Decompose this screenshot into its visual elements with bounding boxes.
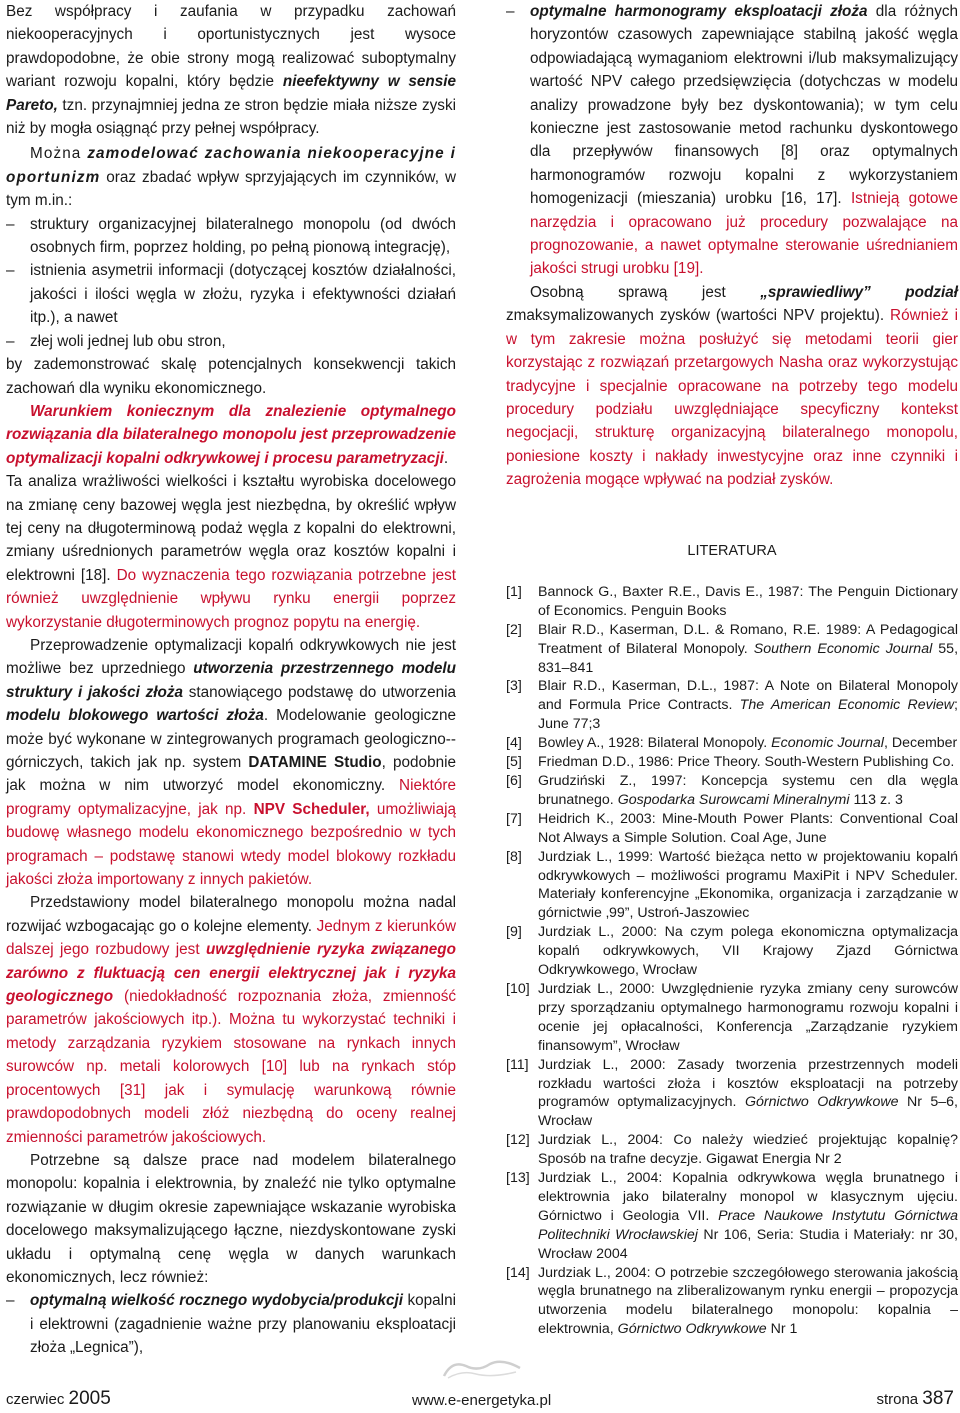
list-item: – istnienia asymetrii informacji (dotyczącej kosztów działalności, jakości i ilości węgla w złożu, ryzyka i efektywności działań itp.), a nawet: [6, 259, 456, 329]
paragraph: Przeprowadzenie optymalizacji kopalń odkrywkowych nie jest możliwe bez uprzedniego utworzenia przestrzennego modelu struktury i jakości złoża stanowiącego podstawę do utworzenia modelu blokowego wartości złoża. Modelowanie geologiczne może być wykonane w zintegrowanych programach geologiczno--górniczych, takich jak np. system DATAMINE Studio, podobnie jak można w nim utworzyć model ekonomiczny. Niektóre programy optymalizacyjne, jak np. NPV Scheduler, umożliwiają budowę własnego modelu ekonomicznego bezpośrednio w tych programach – podstawę stanowi wtedy model blokowy rozkładu jakości złoża importowany z innych pakietów.: [6, 636, 456, 889]
reference-text: Friedman D.D., 1986: Price Theory. South-Western Publishing Co.: [538, 754, 955, 771]
reference-item: [506, 734, 958, 753]
reference-list: [506, 583, 958, 1339]
page-number: strona 387: [876, 1388, 954, 1409]
reference-text: Bannock G., Baxter R.E., Davis E., 1987: The Penguin Dictionary of Economics. Penguin Books: [538, 583, 958, 619]
paragraph: by zademonstrować skalę potencjalnych konsekwencji takich zachowań dla wyniku ekonomicznego.: [6, 356, 456, 397]
left-column: [6, 0, 456, 1360]
reference-number: [4]: [506, 735, 522, 752]
reference-text: Grudziński Z., 1997: Koncepcja systemu cen dla węgla brunatnego. Gospodarka Surowcami Mineralnymi 113 z. 3: [538, 773, 958, 808]
list-item: – optymalne harmonogramy eksploatacji złoża dla różnych horyzontów czasowych zapewniające stabilną jakość węgla odpowiadającą wymaganiom elektrowni i/lub maksymalizujący wartość NPV całego przedsięwzięcia (dotychczas w modelu analizy prowadzone były bez dyskontowania); w tym celu konieczne jest zastosowanie metod rachunku dyskontowego dla przepływów finansowych [8] oraz optymalnych harmonogramów rozwoju kopalni z wykorzystaniem homogenizacji (mieszania) urobku [16, 17]. Istnieją gotowe narzędzia i opracowano już procedury pozwalające na prognozowanie, a nawet optymalne sterowanie uśrednianiem jakości strugi urobku [19].: [506, 0, 958, 281]
paragraph: Osobną sprawą jest „sprawiedliwy” podział zmaksymalizowanych zysków (wartości NPV projektu). Również i w tym zakresie można posłużyć się metodami teorii gier korzystając z rozwiązań przetargowych Nasha oraz wykorzystując tradycyjne i specjalnie opracowane na potrzeby tego modelu procedury podziału uwzględniające specyficzny kontekst negocjacji, strukturę organizacyjną bilateralnego monopolu, poniesione koszty i nakłady inwestycyjne oraz inne czynniki i zagrożenia mogące wpływać na podział zysków.: [506, 283, 959, 489]
reference-item: [506, 848, 958, 924]
reference-item: [506, 980, 958, 1056]
reference-number: [11]: [506, 1056, 529, 1073]
references-heading: LITERATURA: [687, 542, 777, 559]
reference-number: [5]: [506, 754, 522, 771]
reference-item: [506, 621, 958, 678]
right-column: [506, 0, 958, 1339]
reference-item: [506, 677, 958, 734]
energetyka-logo-icon: [442, 1358, 522, 1380]
reference-number: [10]: [506, 980, 530, 997]
reference-number: [3]: [506, 678, 522, 695]
reference-text: Jurdziak L., 2000: Na czym polega ekonomiczna optymalizacja kopalń odkrywkowych, VII Krajowy Zjazd Górnictwa Odkrywkowego, Wrocław: [538, 924, 958, 979]
reference-number: [8]: [506, 848, 522, 865]
website-link[interactable]: www.e-energetyka.pl: [412, 1392, 552, 1409]
issue-date: czerwiec 2005: [6, 1388, 111, 1409]
reference-item: [506, 810, 958, 848]
reference-item: [506, 772, 958, 810]
reference-text: Bowley A., 1928: Bilateral Monopoly. Economic Journal, December: [538, 735, 958, 752]
reference-text: Jurdziak L., 2004: O potrzebie szczegółowego sterowania jakością węgla brunatnego na zliberalizowanym rynku energii – propozycja utworzenia modelu bilateralnego monopolu: kopalnia – elektrownia, Górnictwo Odkrywkowe Nr 1: [538, 1264, 958, 1338]
reference-text: Blair R.D., Kaserman, D.L., 1987: A Note on Bilateral Monopoly and Formula Price Contracts. The American Economic Review; June 77;3: [538, 678, 958, 733]
reference-number: [13]: [506, 1170, 530, 1187]
reference-number: [14]: [506, 1264, 530, 1281]
reference-number: [2]: [506, 621, 522, 638]
reference-text: Jurdziak L., 1999: Wartość bieżąca netto w projektowaniu kopalń odkrywkowych – możliwości programu MaxiPit i NPV Scheduler. Materiały konferencyjne „Ekonomika, organizacja i zarządzanie w górnictwie ‚99”, Ustroń-Jaszowiec: [538, 848, 958, 922]
paragraph: Warunkiem koniecznym dla znalezienie optymalnego rozwiązania dla bilateralnego monopolu jest przeprowadzenie optymalizacji kopalni odkrywkowej i procesu parametryzacji.: [6, 402, 456, 467]
reference-text: Jurdziak L., 2000: Zasady tworzenia przestrzennych modeli rozkładu wartości złoża i kosztów eksploatacji na potrzeby programów optymalizacyjnych. Górnictwo Odkrywkowe Nr 5–6, Wrocław: [538, 1056, 958, 1130]
reference-number: [9]: [506, 924, 522, 941]
reference-text: Blair R.D., Kaserman, D.L. & Romano, R.E. 1989: A Pedagogical Treatment of Bilateral Monopoly. Southern Economic Journal 55, 831–841: [538, 621, 959, 676]
list-item: – złej woli jednej lub obu stron,: [6, 330, 456, 353]
reference-item: [506, 1056, 958, 1132]
reference-text: Jurdziak L., 2004: Co należy wiedzieć projektując kopalnię? Sposób na trafne decyzje. Gigawat Energia Nr 2: [538, 1132, 958, 1168]
reference-number: [1]: [506, 583, 522, 600]
reference-text: Jurdziak L., 2000: Uwzględnienie ryzyka zmiany ceny surowców przy sporządzaniu optymalnego harmonogramu rozwoju kopalni i ocenie jej opłacalności, Konferencja „Zarządzanie ryzykiem finansowym”, Wrocław: [538, 980, 958, 1054]
paragraph: Bez współpracy i zaufania w przypadku zachowań niekooperacyjnych i oportunistycznych jest wysoce prawdopodobne, że obie strony mogą realizować suboptymalny wariant rozwoju kopalni, który będzie nieefektywny w sensie Pareto, tzn. przynajmniej jedna ze stron będzie miała niższe zyski niż by mogła osiągnąć przy pełnej współpracy.: [6, 3, 456, 138]
reference-text: Jurdziak L., 2004: Kopalnia odkrywkowa węgla brunatnego i elektrownia jako bilateralny monopol w klasycznym ujęciu. Górnictwo i Geologia VII. Prace Naukowe Instytutu Górnictwa Politechniki Wrocławskiej Nr 106, Seria: Studia i Materiały: nr 30, Wrocław 2004: [538, 1170, 958, 1262]
list-item: – struktury organizacyjnej bilateralnego monopolu (od dwóch osobnych firm, poprzez holding, po pełną pionową integrację),: [6, 213, 456, 260]
paragraph: Przedstawiony model bilateralnego monopolu można nadal rozwijać wzbogacając go o kolejne elementy. Jednym z kierunków dalszej jego rozbudowy jest uwzględnienie ryzyka związanego zarówno z fluktuacją cen energii elektrycznej jak i ryzyka geologicznego (niedokładność rozpoznania złoża, zmienność parametrów jakościowych itp.). Można tu wykorzystać techniki i metody zarządzania ryzykiem stosowane na rynkach innych surowców np. metali kolorowych [10] lub na rynkach stóp procentowych [31] jak i symulację warunkową równie prawdopodobnych modeli złóż niezbędną do oceny realnej zmienności parametrów jakościowych.: [6, 894, 456, 1146]
paragraph: Potrzebne są dalsze prace nad modelem bilateralnego monopolu: kopalnia i elektrownia, by znaleźć nie tylko optymalne rozwiązanie w długim okresie zapewniające wskazanie wyrobiska docelowego maksymalizującego łączne, niezdyskontowane zyski układu i optymalną cenę węgla w danych warunkach ekonomicznych, lecz również:: [6, 1151, 456, 1286]
page-footer: [0, 1384, 960, 1413]
paragraph: Ta analiza wrażliwości wielkości i kształtu wyrobiska docelowego na zmianę ceny bazowej węgla jest niezbędna, by określić wpływ tej ceny na długoterminową podaż węgla z kopalni do elektrowni, zmiany uśrednionych parametrów węgla oraz kosztów kopalni i elektrowni [18]. Do wyznaczenia tego rozwiązania potrzebne jest również uwzględnienie wpływu rynku energii poprzez wykorzystanie długoterminowych prognoz popytu na energię.: [6, 473, 456, 631]
paragraph: Można zamodelować zachowania niekooperacyjne i oportunizm oraz zbadać wpływ sprzyjających im czynników, w tym m.in.:: [6, 145, 456, 210]
reference-number: [12]: [506, 1132, 530, 1149]
reference-item: [506, 1264, 958, 1340]
reference-item: [506, 1131, 958, 1169]
reference-number: [7]: [506, 810, 522, 827]
reference-text: Heidrich K., 2003: Mine-Mouth Power Plants: Conventional Coal Not Always a Simple Solution. Coal Age, June: [538, 810, 958, 846]
list-item: – optymalną wielkość rocznego wydobycia/produkcji kopalni i elektrowni (zagadnienie ważne przy planowaniu eksploatacji złoża „Legnica”),: [6, 1289, 456, 1359]
reference-item: [506, 753, 958, 772]
reference-number: [6]: [506, 773, 522, 789]
energetyka-logo-icon: [442, 1358, 522, 1380]
reference-item: [506, 583, 958, 621]
reference-item: [506, 1169, 958, 1264]
reference-item: [506, 923, 958, 980]
